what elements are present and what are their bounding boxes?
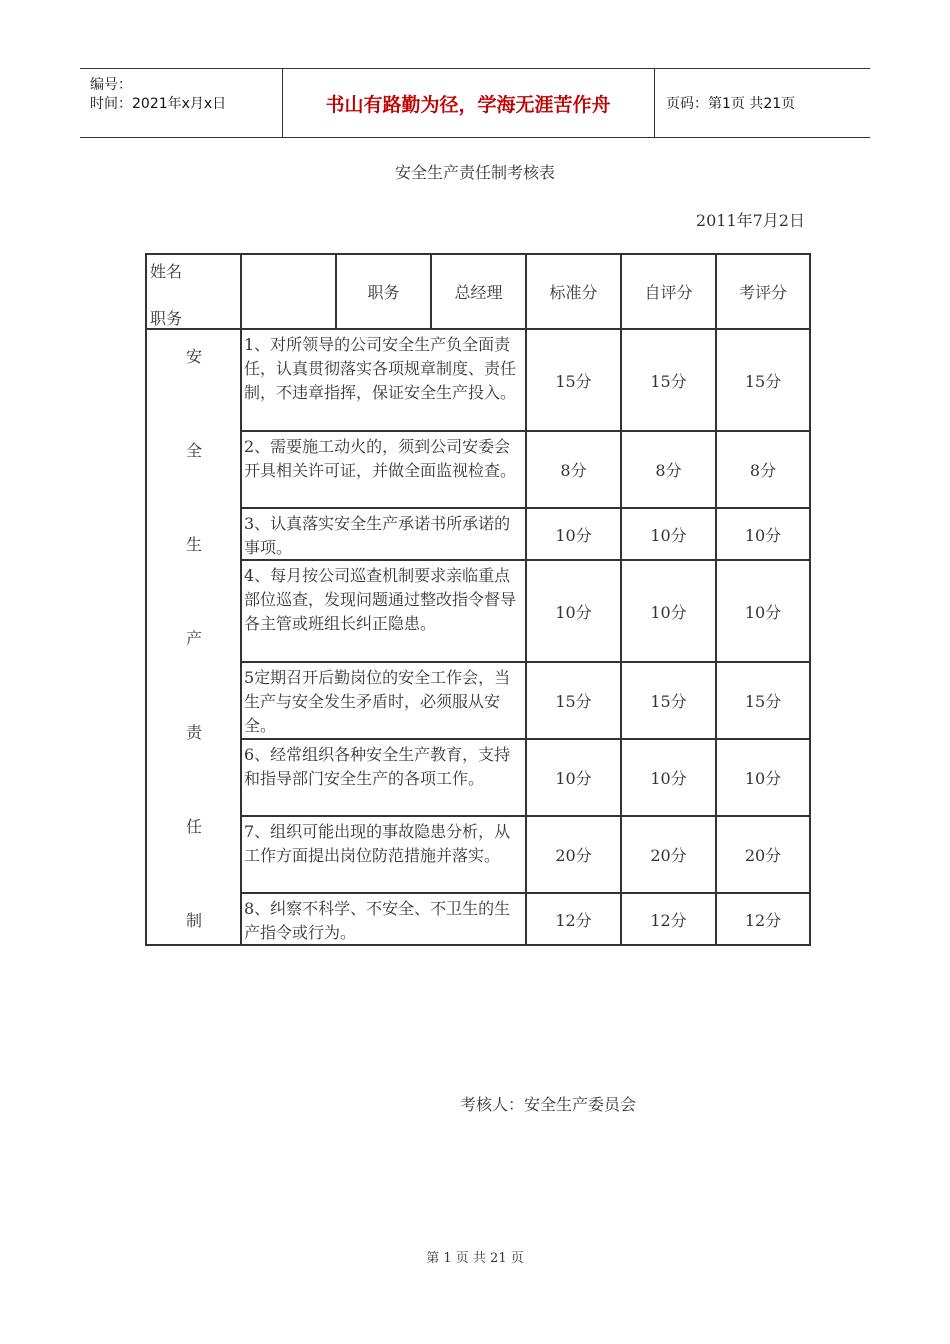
table-row-description: 3、认真落实安全生产承诺书所承诺的事项。: [241, 508, 526, 560]
self-score: 15分: [621, 329, 716, 431]
table-row-description: 7、组织可能出现的事故隐患分析，从工作方面提出岗位防范措施并落实。: [241, 816, 526, 893]
assessor-line: 考核人：安全生产委员会: [460, 1095, 637, 1114]
standard-score: 15分: [526, 329, 621, 431]
document-date: 2011年7月2日: [695, 211, 805, 230]
review-score: 10分: [716, 508, 810, 560]
review-score: 10分: [716, 560, 810, 662]
document-time: 时间：2021年x月x日: [90, 96, 227, 112]
page-footer: 第 1 页 共 21 页: [426, 1251, 524, 1266]
standard-score: 10分: [526, 739, 621, 816]
self-score: 15分: [621, 662, 716, 739]
table-row-description: 5定期召开后勤岗位的安全工作会，当生产与安全发生矛盾时，必须服从安全。: [241, 662, 526, 739]
review-score-header: 考评分: [716, 254, 810, 329]
category-char: 任: [185, 817, 202, 836]
name-value-cell: [241, 254, 336, 329]
category-cell: [146, 329, 241, 945]
category-char: 全: [185, 441, 202, 460]
self-score: 10分: [621, 739, 716, 816]
corner-name-label: 姓名: [150, 262, 183, 281]
category-char: 责: [185, 723, 202, 742]
table-row-description: 6、经常组织各种安全生产教育，支持和指导部门安全生产的各项工作。: [241, 739, 526, 816]
table-row-description: 2、需要施工动火的，须到公司安委会开具相关许可证，并做全面监视检查。: [241, 431, 526, 508]
category-char: 产: [185, 629, 202, 648]
self-score: 10分: [621, 560, 716, 662]
standard-score: 8分: [526, 431, 621, 508]
header-motto: 书山有路勤为径，学海无涯苦作舟: [282, 69, 655, 137]
standard-score: 15分: [526, 662, 621, 739]
review-score: 20分: [716, 816, 810, 893]
table-row-description: 1、对所领导的公司安全生产负全面责任，认真贯彻落实各项规章制度、责任制，不违章指挥，保证安全生产投入。: [241, 329, 526, 431]
standard-score: 10分: [526, 560, 621, 662]
review-score: 15分: [716, 662, 810, 739]
header-meta: [80, 69, 283, 137]
self-score-header: 自评分: [621, 254, 716, 329]
review-score: 12分: [716, 893, 810, 945]
position-value-cell: 总经理: [431, 254, 526, 329]
standard-score-header: 标准分: [526, 254, 621, 329]
position-label-cell: 职务: [336, 254, 431, 329]
standard-score: 20分: [526, 816, 621, 893]
category-char: 制: [185, 911, 202, 930]
self-score: 8分: [621, 431, 716, 508]
table-row-description: 8、纠察不科学、不安全、不卫生的生产指令或行为。: [241, 893, 526, 945]
document-title: 安全生产责任制考核表: [394, 163, 555, 182]
review-score: 15分: [716, 329, 810, 431]
document-number: 编号：: [90, 77, 132, 93]
corner-cell: [146, 254, 241, 329]
corner-position-label: 职务: [150, 309, 183, 328]
table-row-description: 4、每月按公司巡查机制要求亲临重点部位巡查，发现问题通过整改指令督导各主管或班组长纠正隐患。: [241, 560, 526, 662]
review-score: 10分: [716, 739, 810, 816]
self-score: 20分: [621, 816, 716, 893]
standard-score: 12分: [526, 893, 621, 945]
self-score: 10分: [621, 508, 716, 560]
category-char: 生: [185, 535, 202, 554]
assessment-table: [145, 253, 811, 946]
standard-score: 10分: [526, 508, 621, 560]
review-score: 8分: [716, 431, 810, 508]
page-counter: 页码：第1页 共21页: [666, 96, 796, 112]
self-score: 12分: [621, 893, 716, 945]
category-char: 安: [185, 347, 202, 366]
page-header: [80, 68, 870, 138]
